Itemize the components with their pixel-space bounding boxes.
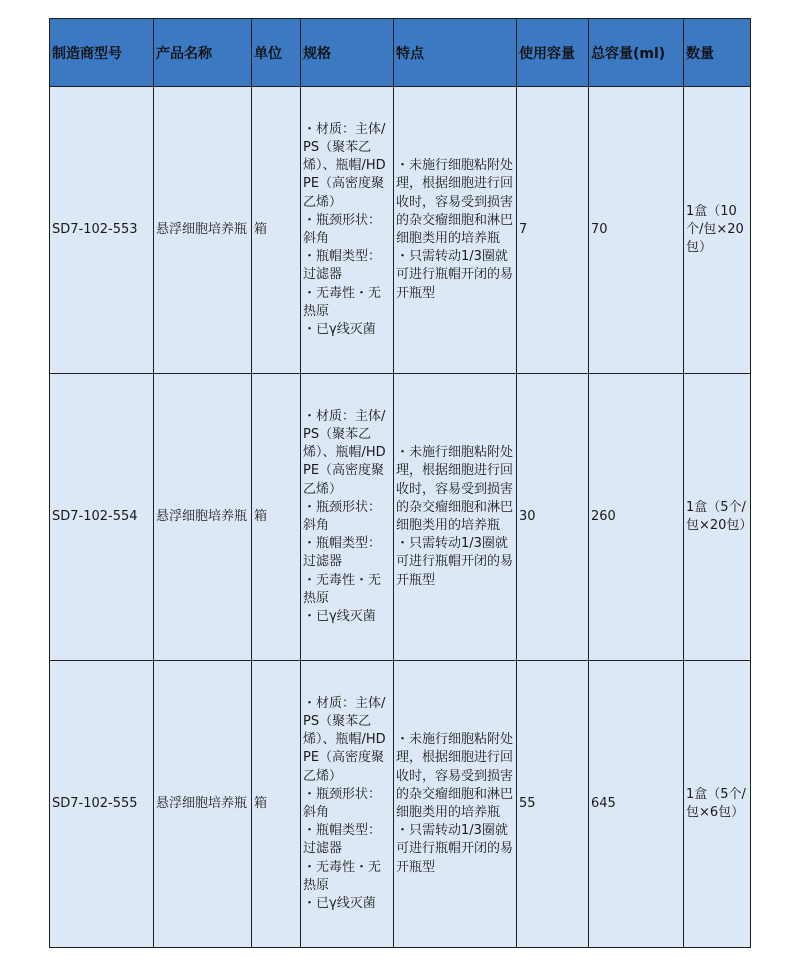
- cell-total-capacity: 260: [589, 374, 684, 661]
- header-model: 制造商型号: [50, 19, 154, 87]
- cell-model: SD7-102-555: [50, 661, 154, 948]
- cell-total-capacity: 645: [589, 661, 684, 948]
- table-row: [50, 661, 751, 948]
- cell-spec: ・材质：主体/PS（聚苯乙烯）、瓶帽/HDPE（高密度聚乙烯） ・瓶颈形状：斜角 ・瓶帽类型：过滤器 ・无毒性・无热原 ・已γ线灭菌: [301, 661, 394, 948]
- cell-product-name: 悬浮细胞培养瓶: [154, 87, 252, 374]
- header-total-capacity: 总容量(ml): [589, 19, 684, 87]
- cell-use-capacity: 55: [517, 661, 589, 948]
- header-spec: 规格: [301, 19, 394, 87]
- cell-quantity: 1盒（10个/包×20包）: [684, 87, 751, 374]
- header-feature: 特点: [394, 19, 517, 87]
- cell-use-capacity: 30: [517, 374, 589, 661]
- cell-spec: ・材质：主体/PS（聚苯乙烯）、瓶帽/HDPE（高密度聚乙烯） ・瓶颈形状：斜角 ・瓶帽类型：过滤器 ・无毒性・无热原 ・已γ线灭菌: [301, 87, 394, 374]
- table-row: [50, 374, 751, 661]
- cell-total-capacity: 70: [589, 87, 684, 374]
- cell-feature: ・未施行细胞粘附处理，根据细胞进行回收时，容易受到损害的杂交瘤细胞和淋巴细胞类用的培养瓶 ・只需转动1/3圈就可进行瓶帽开闭的易开瓶型: [394, 661, 517, 948]
- cell-quantity: 1盒（5个/包×6包）: [684, 661, 751, 948]
- table-row: [50, 87, 751, 374]
- cell-feature: ・未施行细胞粘附处理，根据细胞进行回收时，容易受到损害的杂交瘤细胞和淋巴细胞类用的培养瓶 ・只需转动1/3圈就可进行瓶帽开闭的易开瓶型: [394, 87, 517, 374]
- cell-quantity: 1盒（5个/包×20包）: [684, 374, 751, 661]
- cell-spec: ・材质：主体/PS（聚苯乙烯）、瓶帽/HDPE（高密度聚乙烯） ・瓶颈形状：斜角 ・瓶帽类型：过滤器 ・无毒性・无热原 ・已γ线灭菌: [301, 374, 394, 661]
- table-header-row: [50, 19, 751, 87]
- cell-unit: 箱: [252, 87, 301, 374]
- header-quantity: 数量: [684, 19, 751, 87]
- cell-model: SD7-102-554: [50, 374, 154, 661]
- cell-feature: ・未施行细胞粘附处理，根据细胞进行回收时，容易受到损害的杂交瘤细胞和淋巴细胞类用的培养瓶 ・只需转动1/3圈就可进行瓶帽开闭的易开瓶型: [394, 374, 517, 661]
- cell-unit: 箱: [252, 374, 301, 661]
- cell-product-name: 悬浮细胞培养瓶: [154, 661, 252, 948]
- header-use-capacity: 使用容量: [517, 19, 589, 87]
- product-spec-table: [49, 18, 751, 948]
- cell-model: SD7-102-553: [50, 87, 154, 374]
- cell-product-name: 悬浮细胞培养瓶: [154, 374, 252, 661]
- header-product-name: 产品名称: [154, 19, 252, 87]
- cell-use-capacity: 7: [517, 87, 589, 374]
- header-unit: 单位: [252, 19, 301, 87]
- cell-unit: 箱: [252, 661, 301, 948]
